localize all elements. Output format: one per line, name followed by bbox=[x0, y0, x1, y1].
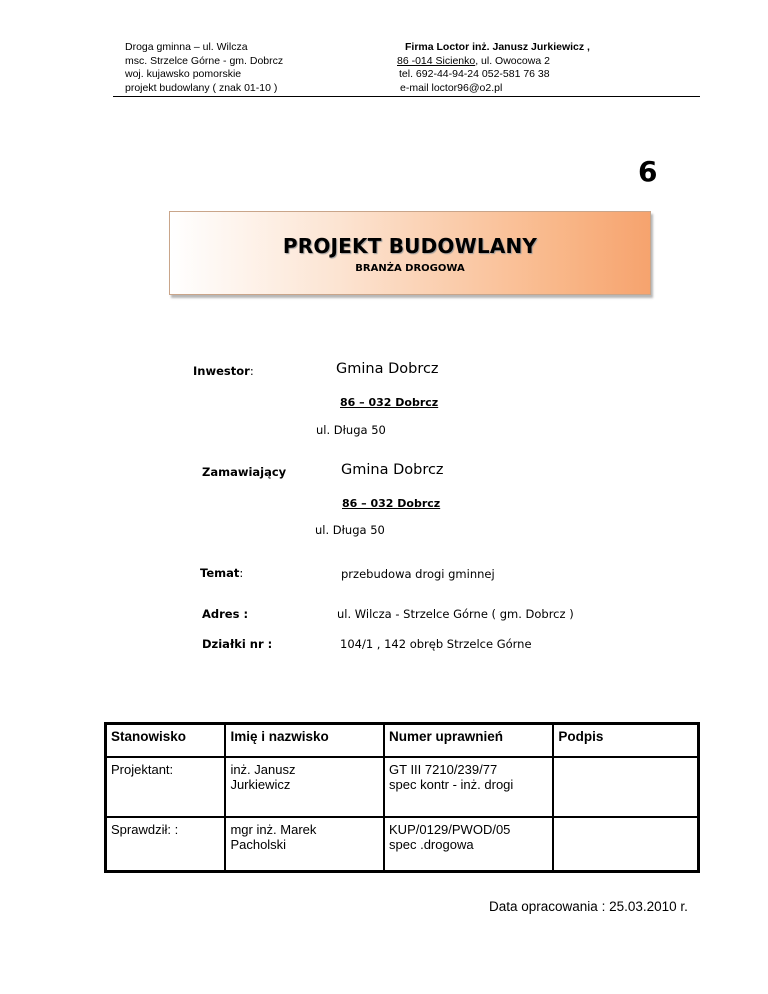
signature-cell bbox=[553, 817, 698, 871]
license-line: spec kontr - inż. drogi bbox=[389, 777, 514, 792]
license-cell bbox=[384, 757, 553, 817]
header-divider bbox=[113, 96, 700, 97]
orderer-name: Gmina Dobrcz bbox=[341, 462, 444, 478]
investor-postal: 86 – 032 Dobrcz bbox=[340, 396, 439, 409]
license-line: KUP/0129/PWOD/05 bbox=[389, 822, 511, 837]
orderer-label: Zamawiający bbox=[202, 465, 287, 479]
investor-label-row bbox=[193, 364, 254, 378]
address-label: Adres : bbox=[202, 607, 249, 621]
orderer-postal: 86 – 032 Dobrcz bbox=[342, 497, 441, 510]
header-left-line: projekt budowlany ( znak 01-10 ) bbox=[125, 81, 278, 94]
header-left-line: msc. Strzelce Górne - gm. Dobrcz bbox=[125, 54, 284, 67]
subject-label-row bbox=[200, 566, 243, 580]
header-right bbox=[397, 41, 590, 95]
license-line: GT III 7210/239/77 bbox=[389, 762, 498, 777]
signature-cell bbox=[553, 757, 698, 817]
investor-colon: : bbox=[249, 364, 254, 378]
investor-label: Inwestor bbox=[193, 364, 250, 378]
name-cell bbox=[225, 757, 384, 817]
investor-street: ul. Długa 50 bbox=[316, 423, 386, 437]
license-line: spec .drogowa bbox=[389, 837, 474, 852]
company-postal: 86 -014 Sicienko bbox=[397, 54, 476, 67]
column-header: Stanowisko bbox=[106, 724, 225, 757]
role-cell: Sprawdził: : bbox=[106, 817, 225, 871]
column-header: Imię i nazwisko bbox=[225, 724, 384, 757]
column-header: Numer uprawnień bbox=[384, 724, 553, 757]
plots-value: 104/1 , 142 obręb Strzelce Górne bbox=[340, 637, 532, 651]
signature-table bbox=[104, 722, 700, 873]
header-left bbox=[125, 41, 283, 95]
header-left-line: woj. kujawsko pomorskie bbox=[125, 68, 242, 80]
table-row bbox=[106, 817, 698, 871]
orderer-street: ul. Długa 50 bbox=[315, 523, 385, 537]
header-left-line: Droga gminna – ul. Wilcza bbox=[125, 41, 248, 53]
plots-label: Działki nr : bbox=[202, 637, 273, 651]
subject-value: przebudowa drogi gminnej bbox=[341, 567, 495, 581]
name-line: Pacholski bbox=[230, 837, 287, 852]
subject-label: Temat bbox=[200, 566, 240, 580]
license-cell bbox=[384, 817, 553, 871]
investor-name: Gmina Dobrcz bbox=[336, 361, 439, 377]
table-header-row bbox=[106, 724, 698, 757]
company-phone: tel. 692-44-94-24 052-581 76 38 bbox=[399, 68, 550, 80]
company-street: , ul. Owocowa 2 bbox=[475, 54, 550, 67]
column-header: Podpis bbox=[553, 724, 698, 757]
company-email: e-mail loctor96@o2.pl bbox=[400, 81, 503, 94]
page-number: 6 bbox=[638, 155, 658, 188]
name-line: Jurkiewicz bbox=[230, 777, 291, 792]
company-name: Firma Loctor inż. Janusz Jurkiewicz , bbox=[405, 41, 590, 53]
name-line: mgr inż. Marek bbox=[230, 822, 317, 837]
company-address bbox=[397, 55, 590, 69]
table-row bbox=[106, 757, 698, 817]
subject-colon: : bbox=[239, 566, 244, 580]
name-line: inż. Janusz bbox=[230, 762, 296, 777]
role-cell: Projektant: bbox=[106, 757, 225, 817]
address-value: ul. Wilcza - Strzelce Górne ( gm. Dobrcz ) bbox=[337, 607, 574, 621]
project-branch: BRANŻA DROGOWA bbox=[355, 263, 465, 274]
project-title: PROJEKT BUDOWLANY bbox=[282, 234, 538, 258]
name-cell bbox=[225, 817, 384, 871]
preparation-date: Data opracowania : 25.03.2010 r. bbox=[489, 899, 688, 914]
title-banner bbox=[169, 211, 651, 295]
